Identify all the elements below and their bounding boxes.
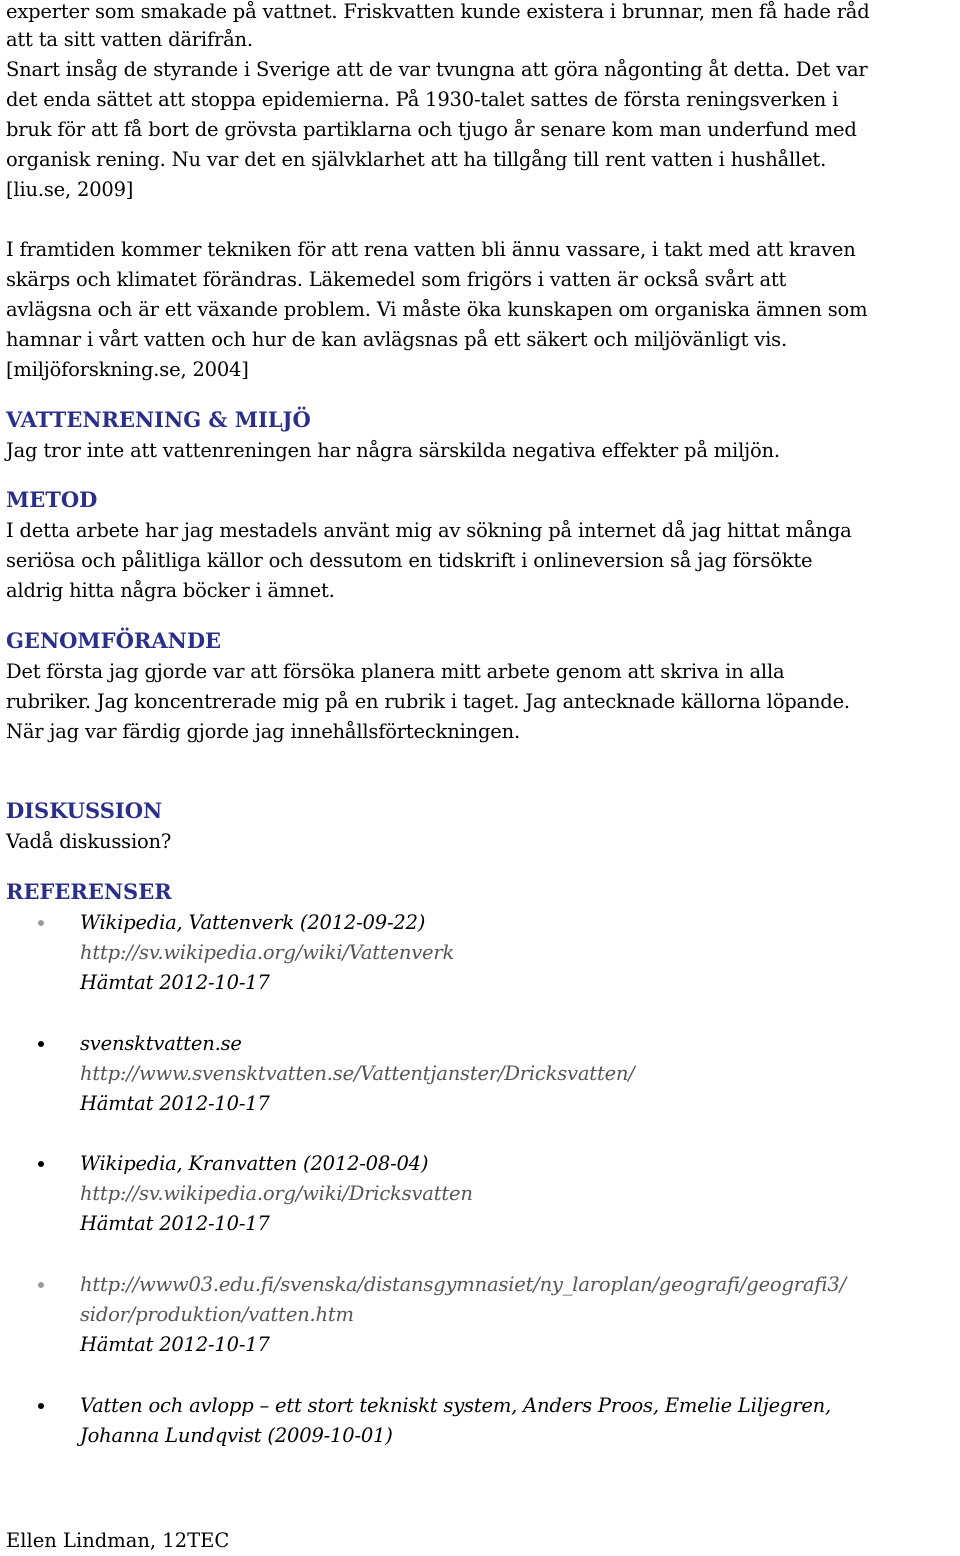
future-line: avlägsna och är ett växande problem. Vi måste öka kunskapen om organiska ämnen som bbox=[6, 298, 868, 321]
reference-url[interactable]: http://sv.wikipedia.org/wiki/Dricksvatten bbox=[80, 1182, 473, 1205]
reference-retrieved: Hämtat 2012-10-17 bbox=[80, 971, 270, 994]
discussion-text: Vadå diskussion? bbox=[6, 830, 172, 853]
bullet-icon bbox=[38, 920, 44, 926]
reference-retrieved: Hämtat 2012-10-17 bbox=[80, 1092, 270, 1115]
intro-line: det enda sättet att stoppa epidemierna. På 1930-talet sattes de första reningsverken i bbox=[6, 88, 839, 111]
future-citation: [miljöforskning.se, 2004] bbox=[6, 358, 249, 381]
footer-author: Ellen Lindman, 12TEC bbox=[6, 1529, 230, 1552]
reference-url[interactable]: http://sv.wikipedia.org/wiki/Vattenverk bbox=[80, 941, 455, 964]
execution-line: När jag var färdig gjorde jag innehållsförteckningen. bbox=[6, 720, 520, 743]
bullet-icon bbox=[38, 1041, 44, 1047]
intro-line: Snart insåg de styrande i Sverige att de var tvungna att göra någonting åt detta. Det var bbox=[6, 58, 868, 81]
reference-retrieved: Hämtat 2012-10-17 bbox=[80, 1333, 270, 1356]
reference-retrieved: Hämtat 2012-10-17 bbox=[80, 1212, 270, 1235]
execution-line: rubriker. Jag koncentrerade mig på en rubrik i taget. Jag antecknade källorna löpande. bbox=[6, 690, 850, 713]
method-line: seriösa och pålitliga källor och dessutom en tidskrift i onlineversion så jag försökte bbox=[6, 549, 813, 572]
bullet-icon bbox=[38, 1403, 44, 1409]
intro-line: att ta sitt vatten därifrån. bbox=[6, 28, 253, 51]
reference-title: Wikipedia, Vattenverk (2012-09-22) bbox=[80, 911, 426, 934]
future-line: skärps och klimatet förändras. Läkemedel som frigörs i vatten är också svårt att bbox=[6, 268, 787, 291]
references-heading: REFERENSER bbox=[6, 879, 172, 904]
intro-line: organisk rening. Nu var det en självklarhet att ha tillgång till rent vatten i hushållet. bbox=[6, 148, 827, 171]
execution-line: Det första jag gjorde var att försöka planera mitt arbete genom att skriva in alla bbox=[6, 660, 785, 683]
intro-citation: [liu.se, 2009] bbox=[6, 178, 134, 201]
method-line: aldrig hitta några böcker i ämnet. bbox=[6, 579, 335, 602]
reference-url-continued[interactable]: sidor/produktion/vatten.htm bbox=[80, 1303, 354, 1326]
bullet-icon bbox=[38, 1282, 44, 1288]
reference-url[interactable]: http://www.svensktvatten.se/Vattentjanster/Dricksvatten/ bbox=[80, 1062, 635, 1085]
method-heading: METOD bbox=[6, 487, 98, 512]
intro-line: experter som smakade på vattnet. Friskvatten kunde existera i brunnar, men få hade råd bbox=[6, 0, 870, 23]
method-line: I detta arbete har jag mestadels använt mig av sökning på internet då jag hittat många bbox=[6, 519, 852, 542]
reference-url[interactable]: http://www03.edu.fi/svenska/distansgymnasiet/ny_laroplan/geografi/geografi3/ bbox=[80, 1273, 846, 1296]
intro-line: bruk för att få bort de grövsta partiklarna och tjugo år senare kom man underfund med bbox=[6, 118, 857, 141]
reference-title: svensktvatten.se bbox=[80, 1032, 242, 1055]
future-line: hamnar i vårt vatten och hur de kan avlägsnas på ett säkert och miljövänligt vis. bbox=[6, 328, 787, 351]
reference-title: Wikipedia, Kranvatten (2012-08-04) bbox=[80, 1152, 429, 1175]
future-line: I framtiden kommer tekniken för att rena vatten bli ännu vassare, i takt med att kraven bbox=[6, 238, 856, 261]
execution-heading: GENOMFÖRANDE bbox=[6, 628, 222, 653]
discussion-heading: DISKUSSION bbox=[6, 798, 163, 823]
reference-title: Vatten och avlopp – ett stort tekniskt system, Anders Proos, Emelie Liljegren, bbox=[80, 1394, 832, 1417]
environment-text: Jag tror inte att vattenreningen har några särskilda negativa effekter på miljön. bbox=[6, 439, 780, 462]
environment-heading: VATTENRENING & MILJÖ bbox=[6, 407, 311, 432]
reference-title-continued: Johanna Lundqvist (2009-10-01) bbox=[80, 1424, 393, 1447]
bullet-icon bbox=[38, 1161, 44, 1167]
